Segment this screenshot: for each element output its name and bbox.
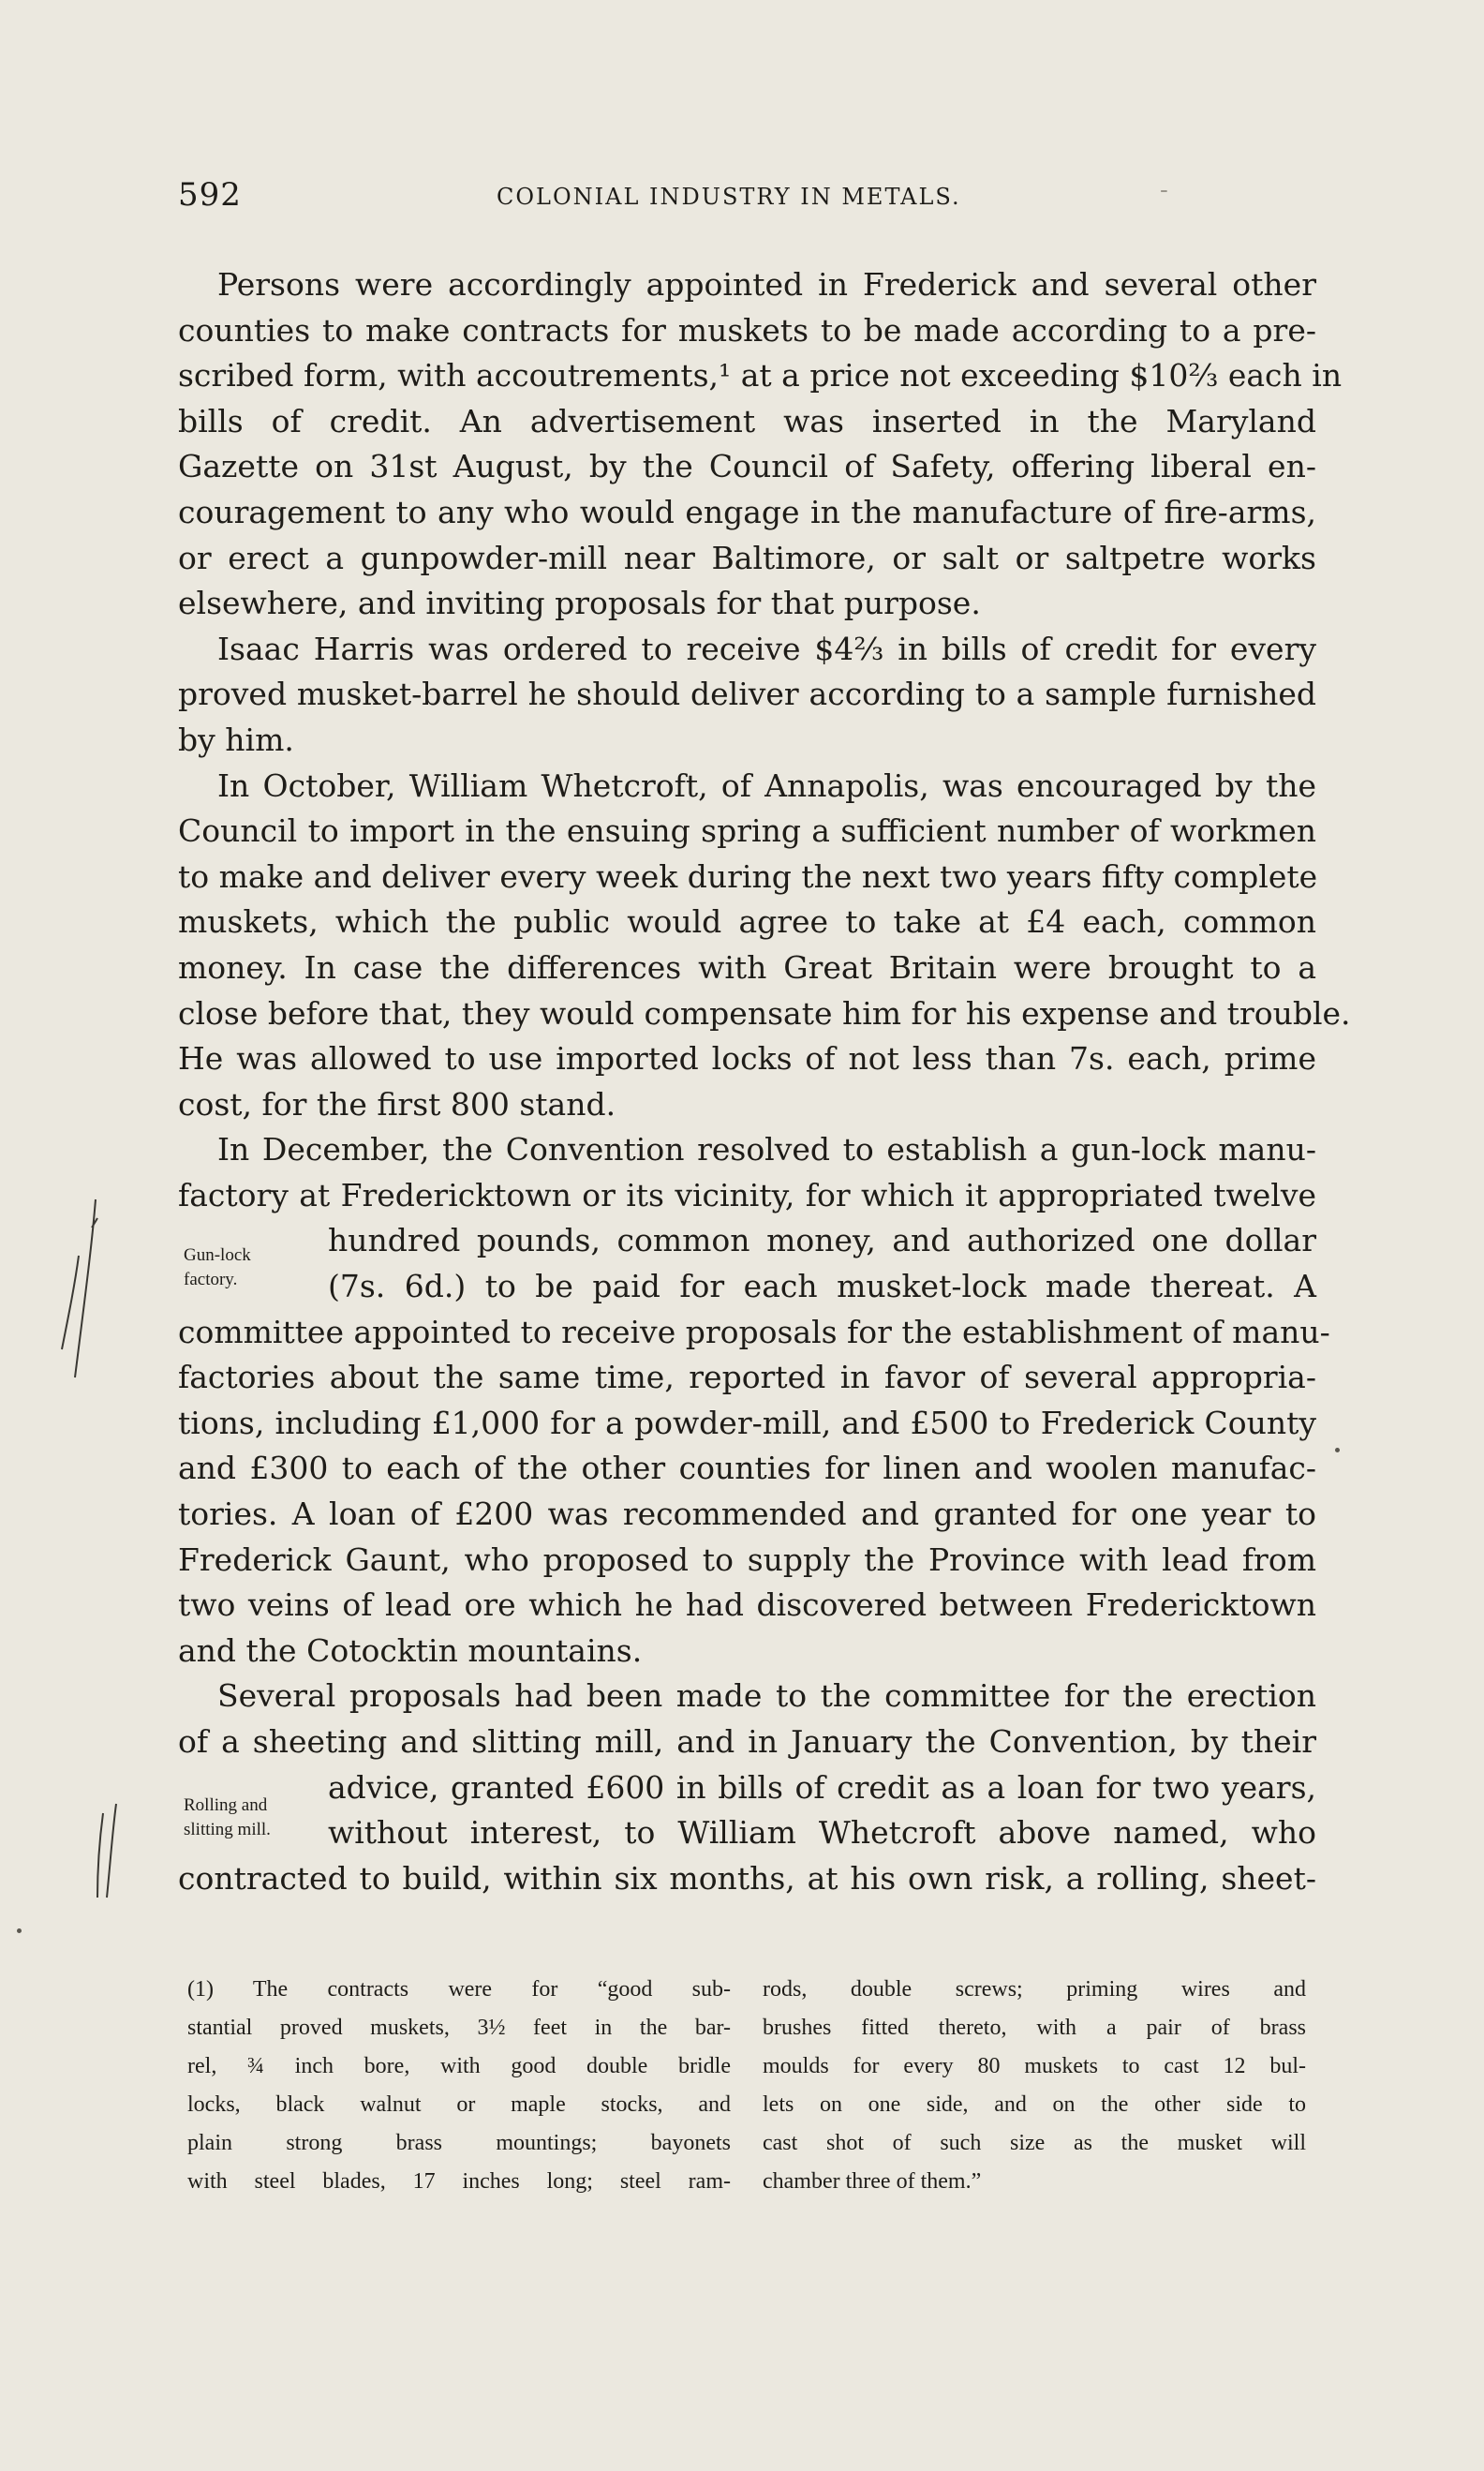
footnote-line: lets on one side, and on the other side to xyxy=(763,2092,1306,2117)
text-line: Gazette on 31st August, by the Council of Safety, offering liberal en- xyxy=(178,448,1316,485)
text-line: Frederick Gaunt, who proposed to supply the Province with lead from xyxy=(178,1541,1316,1578)
text-line: two veins of lead ore which he had discovered between Fredericktown xyxy=(178,1586,1316,1624)
text-line: (7s. 6d.) to be paid for each musket-lock made thereat. A xyxy=(328,1268,1316,1305)
page-number: 592 xyxy=(178,176,242,214)
text-line: without interest, to William Whetcroft above named, who xyxy=(328,1814,1316,1852)
text-line: by him. xyxy=(178,721,294,758)
text-line: tories. A loan of £200 was recommended and granted for one year to xyxy=(178,1496,1316,1533)
text-line: money. In case the differences with Great Britain were brought to a xyxy=(178,948,1316,986)
footnote-column-right xyxy=(763,1971,1306,2201)
text-line: to make and deliver every week during the next two years fifty complete xyxy=(178,857,1318,895)
body-text xyxy=(178,262,1351,1901)
footnote-line: stantial proved muskets, 3½ feet in the bar- xyxy=(187,2016,731,2040)
text-line: proved musket-barrel he should deliver according to a sample furnished xyxy=(178,676,1316,713)
paper-speck xyxy=(17,1928,22,1933)
sidenote-line: factory. xyxy=(184,1270,238,1289)
text-line: couragement to any who would engage in the manufacture of fire-arms, xyxy=(178,493,1316,530)
pencil-margin-mark xyxy=(84,1794,141,1916)
text-line: cost, for the first 800 stand. xyxy=(178,1085,616,1123)
text-line: of a sheeting and slitting mill, and in January the Convention, by their xyxy=(178,1723,1316,1760)
footnote-line: cast shot of such size as the musket will xyxy=(763,2131,1306,2155)
footnote-line: (1) The contracts were for “good sub- xyxy=(187,1977,731,2002)
sidenote-line: slitting mill. xyxy=(184,1820,271,1839)
page-header xyxy=(178,176,1302,223)
footnote-line: brushes fitted thereto, with a pair of brass xyxy=(763,2016,1306,2040)
footnote-line: with steel blades, 17 inches long; steel ram- xyxy=(187,2169,731,2194)
text-line: or erect a gunpowder-mill near Baltimore, or salt or saltpetre works xyxy=(178,539,1316,576)
text-line: He was allowed to use imported locks of not less than 7s. each, prime xyxy=(178,1040,1316,1078)
header-mark: - xyxy=(1160,176,1168,204)
text-line: and £300 to each of the other counties for linen and woolen manufac- xyxy=(178,1450,1316,1487)
footnote-column-left xyxy=(187,1971,731,2201)
text-line: bills of credit. An advertisement was inserted in the Maryland xyxy=(178,402,1316,439)
text-line: factories about the same time, reported in favor of several appropria- xyxy=(178,1359,1316,1396)
text-line: muskets, which the public would agree to take at £4 each, common xyxy=(178,903,1316,941)
text-line: elsewhere, and inviting proposals for that purpose. xyxy=(178,585,981,622)
footnote-line: rel, ¾ inch bore, with good double bridle xyxy=(187,2054,731,2078)
text-line: Council to import in the ensuing spring a sufficient number of workmen xyxy=(178,812,1316,850)
text-line: Isaac Harris was ordered to receive $4⅔ in bills of credit for every xyxy=(217,630,1316,667)
footnote-line: locks, black walnut or maple stocks, and xyxy=(187,2092,731,2117)
running-head: COLONIAL INDUSTRY IN METALS. xyxy=(497,184,961,210)
sidenote-gun-lock-factory xyxy=(184,1243,251,1292)
text-line: contracted to build, within six months, at his own risk, a rolling, sheet- xyxy=(178,1859,1316,1897)
text-line: counties to make contracts for muskets to be made according to a pre- xyxy=(178,311,1316,349)
text-line: scribed form, with accoutrements,¹ at a price not exceeding $10⅔ each in xyxy=(178,357,1343,394)
text-line: advice, granted £600 in bills of credit as a loan for two years, xyxy=(328,1768,1316,1806)
text-line: In October, William Whetcroft, of Annapolis, was encouraged by the xyxy=(217,767,1316,804)
paper-speck xyxy=(1335,1448,1340,1452)
text-line: Persons were accordingly appointed in Frederick and several other xyxy=(217,266,1316,303)
text-line: In December, the Convention resolved to establish a gun-lock manu- xyxy=(217,1131,1316,1169)
footnote-line: plain strong brass mountings; bayonets xyxy=(187,2131,731,2155)
text-line: factory at Fredericktown or its vicinity, for which it appropriated twelve xyxy=(178,1176,1316,1213)
text-line: hundred pounds, common money, and authorized one dollar xyxy=(328,1222,1316,1259)
text-line: close before that, they would compensate him for his expense and trouble. xyxy=(178,994,1351,1032)
footnote-line: chamber three of them.” xyxy=(763,2169,982,2194)
footnote-line: rods, double screws; priming wires and xyxy=(763,1977,1306,2002)
sidenote-rolling-slitting-mill xyxy=(184,1794,271,1842)
text-line: tions, including £1,000 for a powder-mill, and £500 to Frederick County xyxy=(178,1404,1316,1441)
text-line: Several proposals had been made to the committee for the erection xyxy=(217,1677,1316,1715)
footnote-line: moulds for every 80 muskets to cast 12 bul- xyxy=(763,2054,1306,2078)
text-line: and the Cotocktin mountains. xyxy=(178,1631,643,1669)
sidenote-line: Rolling and xyxy=(184,1795,268,1815)
text-line: committee appointed to receive proposals for the establishment of manu- xyxy=(178,1313,1330,1350)
pencil-margin-mark xyxy=(37,1190,112,1415)
sidenote-line: Gun-lock xyxy=(184,1245,251,1265)
